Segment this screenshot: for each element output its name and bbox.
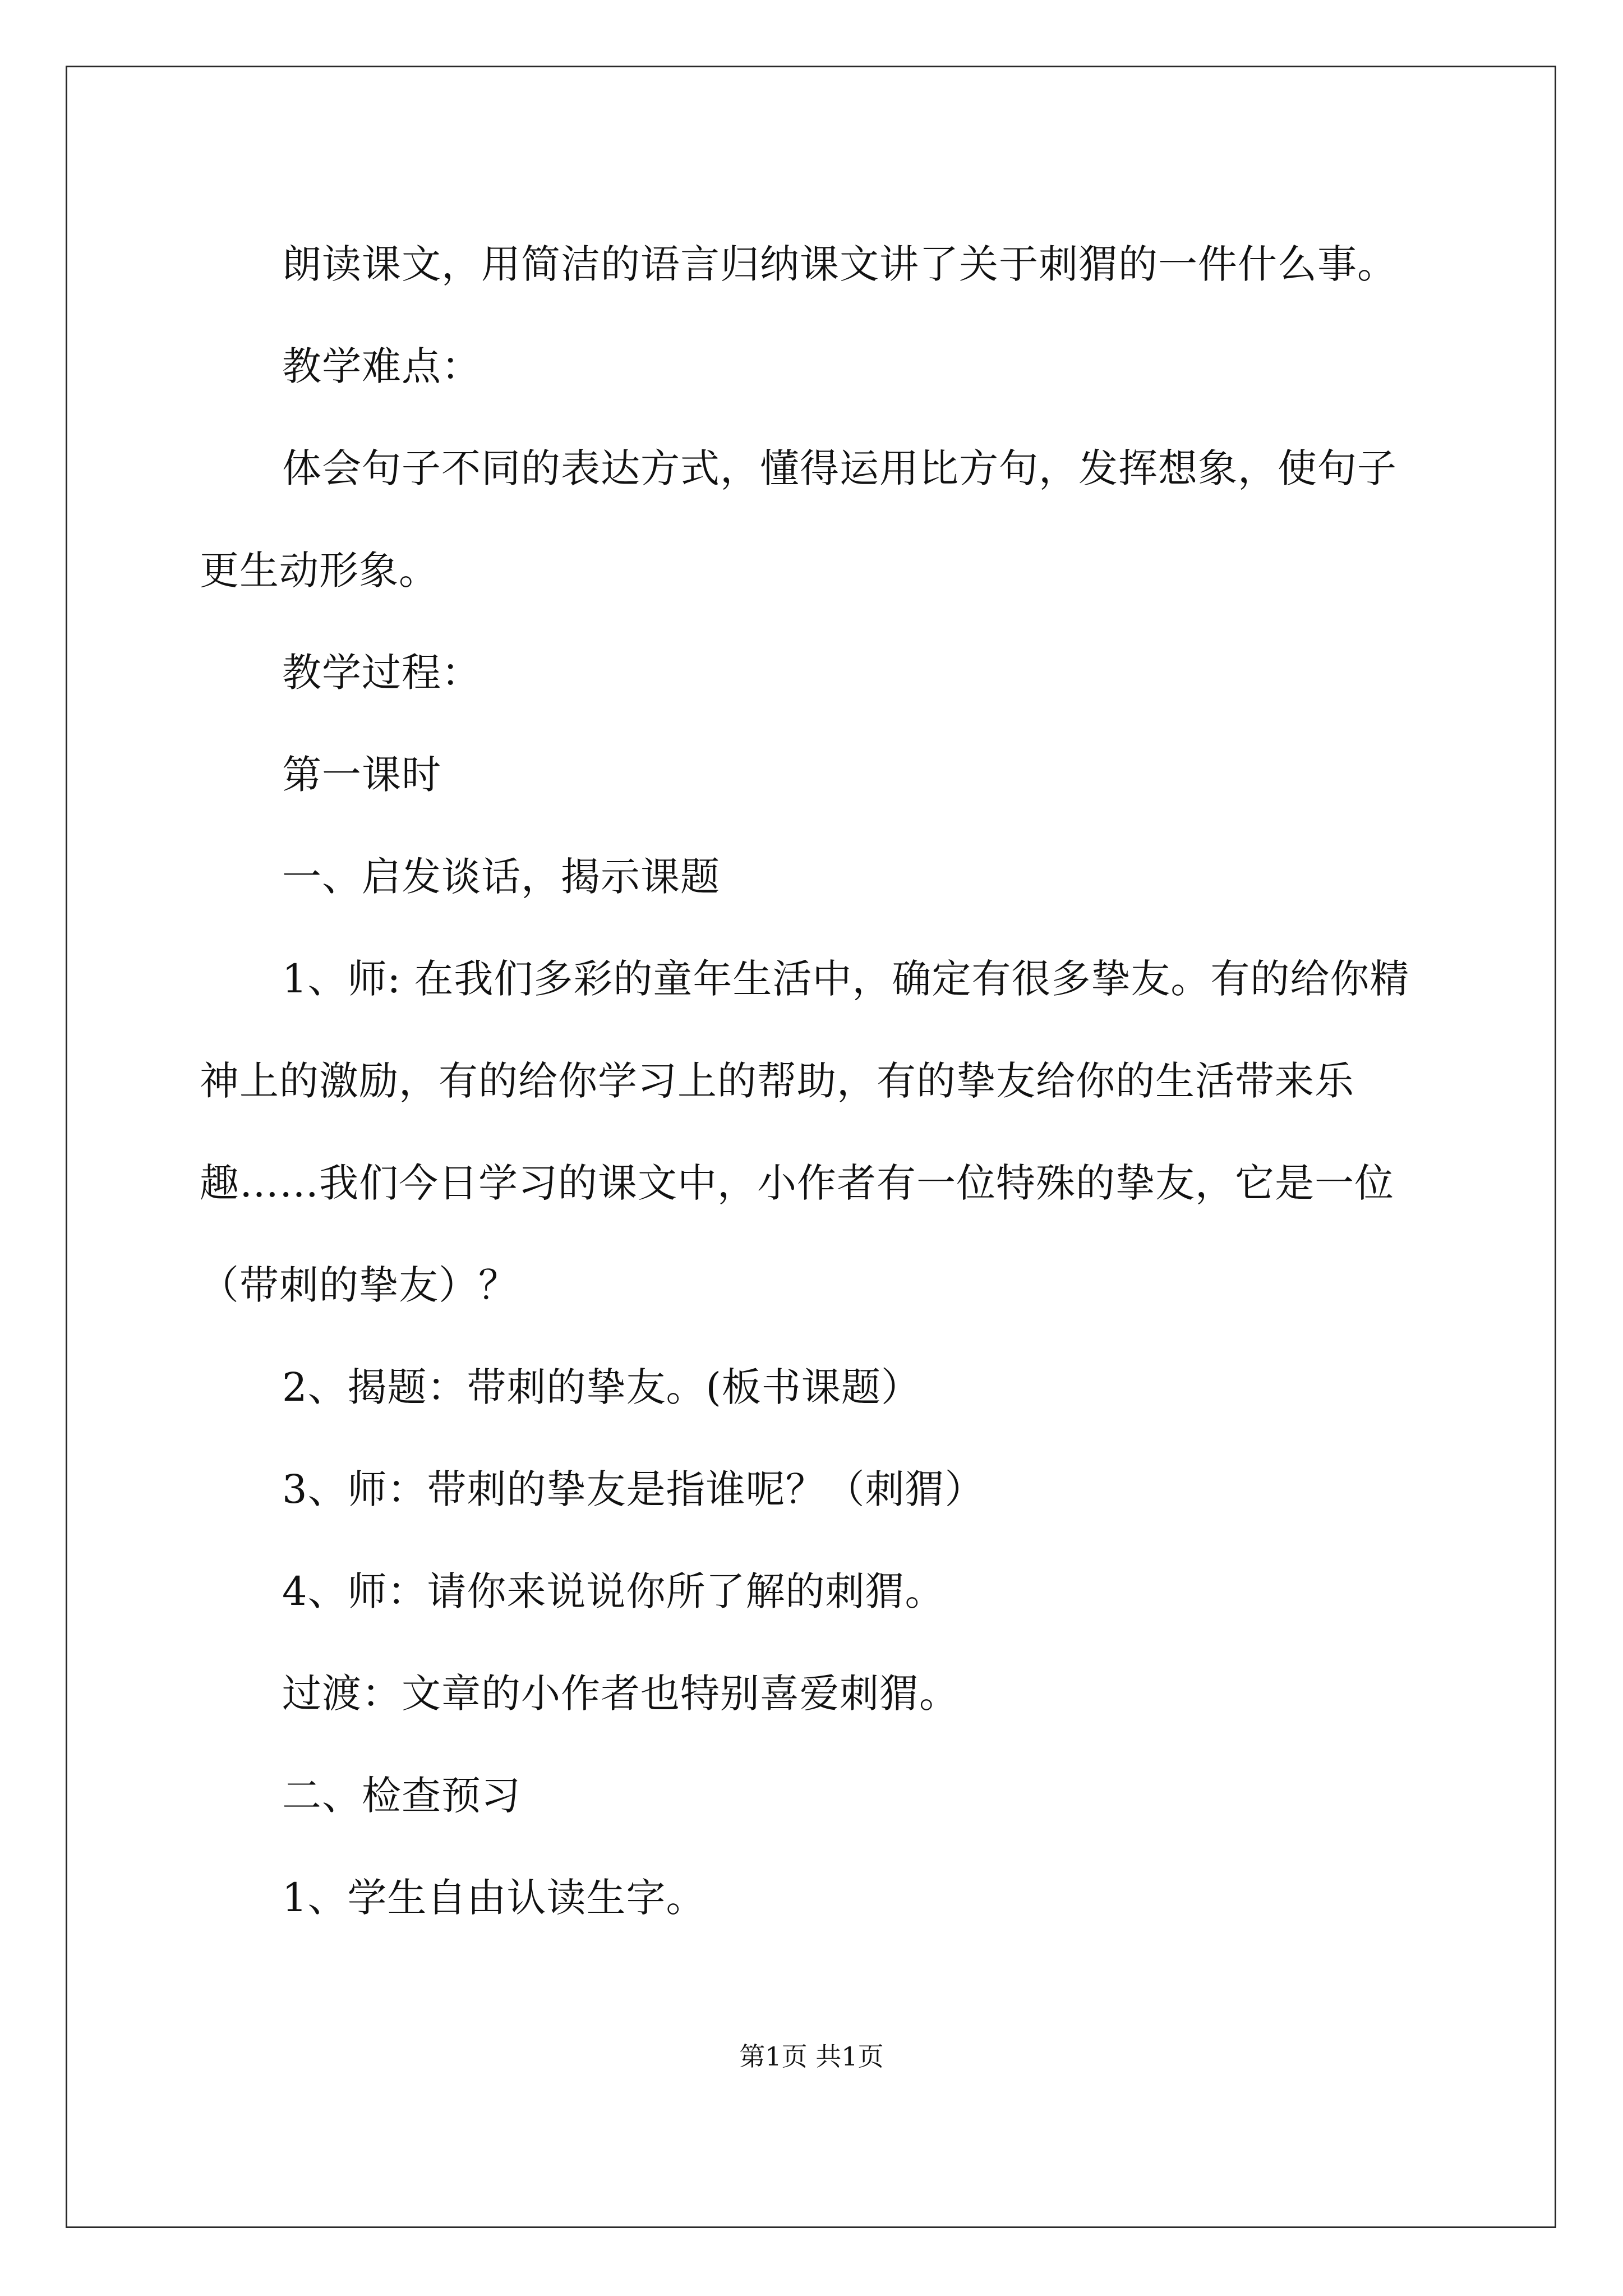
paragraph: 教学过程： xyxy=(282,650,481,696)
paragraph: 朗读课文，用简洁的语言归纳课文讲了关于刺猬的一件什么事。 xyxy=(282,241,1397,287)
paragraph: 教学难点： xyxy=(282,343,481,389)
page-footer: 第1页 共1页 xyxy=(739,2041,884,2072)
paragraph: 2、揭题：带刺的挚友。(板书课题） xyxy=(282,1364,921,1410)
paragraph: 一、启发谈话，揭示课题 xyxy=(282,854,720,900)
paragraph: 1、师: 在我们多彩的童年生活中，确定有很多挚友。有的给你精神上的激励，有的给你学习上的帮助，有的挚友给你的生活带来乐趣……我们今日学习的课文中，小作者有一位特殊的挚友，它是一位（带刺的挚友）？ xyxy=(200,956,1410,1308)
paragraph: 二、检查预习 xyxy=(282,1773,521,1819)
document-body xyxy=(200,213,1428,1949)
paragraph: 4、师：请你来说说你所了解的刺猬。 xyxy=(282,1568,945,1614)
paragraph: 过渡：文章的小作者也特别喜爱刺猬。 xyxy=(282,1671,959,1717)
paragraph: 1、学生自由认读生字。 xyxy=(282,1875,706,1921)
paragraph: 3、师：带刺的挚友是指谁呢？（刺猬） xyxy=(282,1466,985,1512)
paragraph: 体会句子不同的表达方式，懂得运用比方句，发挥想象，使句子更生动形象。 xyxy=(200,445,1397,593)
paragraph: 第一课时 xyxy=(282,752,441,798)
